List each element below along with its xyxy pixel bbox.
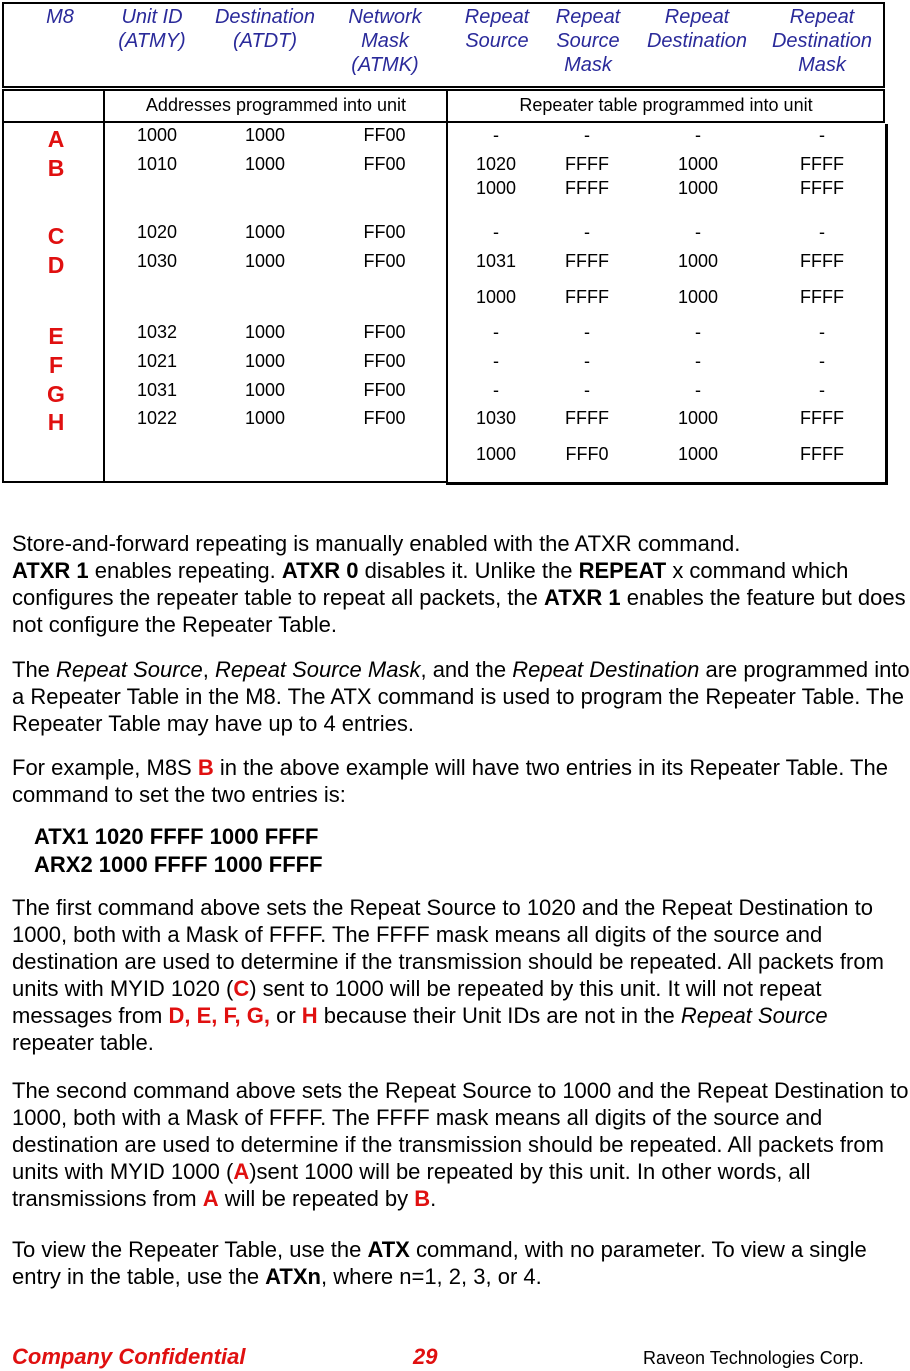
- table-cell: 1021: [136, 351, 178, 371]
- table-cell: FF00: [363, 125, 406, 145]
- row-label: H: [47, 409, 65, 435]
- paragraph-first-command: The first command above sets the Repeat Source to 1020 and the Repeat Destination to 1000, both with a Mask of FFFF. The FFFF mask means all digits of the source and destination are used to determine if the transmission should be repeated. All packets from units with MYID 1020 (C) sent to 1000 will be repeated by this unit. It will not repeat messages from D, E, F, G, or H because their Unit IDs are not in the Repeat Source repeater table.: [12, 895, 884, 1055]
- divider-repeater-section: [446, 89, 448, 485]
- table-cell: FF00: [363, 251, 406, 271]
- table-cell: FF00: [363, 322, 406, 342]
- table-cell: -: [819, 125, 825, 145]
- table-cell: 1030: [136, 251, 178, 271]
- subheader-unit: Addresses programmed into unit: [145, 95, 407, 115]
- table-cell: FFFF: [565, 408, 609, 428]
- row-label: F: [48, 352, 64, 378]
- table-bottom-mid-border: [103, 481, 448, 483]
- table-cell: 1022: [136, 408, 178, 428]
- header-repeat-destination-mask: Repeat Destination Mask: [771, 6, 873, 76]
- table-cell: FFFF: [800, 287, 844, 307]
- table-cell: -: [819, 351, 825, 371]
- table-cell: -: [493, 351, 499, 371]
- table-cell: FFFF: [565, 154, 609, 174]
- table-cell: -: [819, 222, 825, 242]
- paragraph-repeater-table: The Repeat Source, Repeat Source Mask, and the Repeat Destination are programmed into a Repeater Table in the M8. The ATX command is used to program the Repeater Table. The Repeater Table may have up to 4 entries.: [12, 657, 910, 736]
- table-cell: -: [695, 322, 701, 342]
- table-bottom-left-border: [2, 481, 105, 483]
- table-cell: 1000: [136, 125, 178, 145]
- table-cell: 1000: [475, 287, 517, 307]
- header-repeat-source: Repeat Source: [464, 6, 530, 52]
- table-cell: 1000: [677, 251, 719, 271]
- table-cell: 1000: [244, 351, 286, 371]
- row-label: D: [47, 252, 65, 278]
- header-m8: M8: [46, 6, 74, 28]
- table-cell: FFFF: [800, 178, 844, 198]
- table-cell: -: [493, 125, 499, 145]
- table-cell: 1000: [677, 154, 719, 174]
- table-cell: FF00: [363, 154, 406, 174]
- row-label: A: [47, 126, 65, 152]
- table-cell: 1000: [677, 178, 719, 198]
- table-cell: 1010: [136, 154, 178, 174]
- footer-page-number: 29: [413, 1344, 438, 1369]
- table-cell: -: [584, 322, 590, 342]
- table-cell: FFF0: [565, 444, 609, 464]
- table-cell: 1000: [475, 178, 517, 198]
- table-cell: -: [695, 222, 701, 242]
- table-left-border: [2, 121, 4, 483]
- table-cell: 1031: [136, 380, 178, 400]
- table-cell: 1032: [136, 322, 178, 342]
- table-cell: FF00: [363, 408, 406, 428]
- table-cell: FFFF: [565, 251, 609, 271]
- table-cell: 1000: [244, 322, 286, 342]
- command-line-1: ATX1 1020 FFFF 1000 FFFF: [34, 824, 319, 849]
- table-cell: 1030: [475, 408, 517, 428]
- header-network-mask: Network Mask (ATMK): [348, 6, 422, 76]
- row-label: E: [48, 323, 64, 349]
- table-cell: -: [493, 380, 499, 400]
- subheader-repeater: Repeater table programmed into unit: [519, 95, 813, 115]
- table-cell: -: [695, 380, 701, 400]
- divider-label-column: [103, 89, 105, 483]
- table-cell: -: [584, 380, 590, 400]
- table-right-border: [885, 124, 888, 485]
- table-cell: 1020: [136, 222, 178, 242]
- table-cell: -: [493, 222, 499, 242]
- paragraph-view-table: To view the Repeater Table, use the ATX command, with no parameter. To view a single entry in the table, use the ATXn, where n=1, 2, 3, or 4.: [12, 1237, 867, 1289]
- table-cell: FFFF: [565, 178, 609, 198]
- table-cell: FFFF: [800, 444, 844, 464]
- table-cell: -: [493, 322, 499, 342]
- table-cell: 1031: [475, 251, 517, 271]
- table-cell: -: [819, 380, 825, 400]
- header-destination: Destination (ATDT): [214, 6, 316, 52]
- table-cell: FFFF: [800, 154, 844, 174]
- table-bottom-right-border: [447, 482, 888, 485]
- table-cell: -: [584, 222, 590, 242]
- table-cell: 1000: [244, 380, 286, 400]
- paragraph-atxr: Store-and-forward repeating is manually enabled with the ATXR command. ATXR 1 enables repeating. ATXR 0 disables it. Unlike the REPEAT x command which configures the repeater table to repeat all packets, the ATXR 1 enables the feature but does not configure the Repeater Table.: [12, 531, 906, 637]
- paragraph-example: For example, M8S B in the above example will have two entries in its Repeater Table. The command to set the two entries is:: [12, 755, 888, 807]
- row-label: B: [47, 155, 65, 181]
- table-cell: 1000: [475, 444, 517, 464]
- header-repeat-destination: Repeat Destination: [646, 6, 748, 52]
- table-cell: FFFF: [800, 251, 844, 271]
- command-line-2: ARX2 1000 FFFF 1000 FFFF: [34, 852, 323, 877]
- table-cell: -: [695, 351, 701, 371]
- table-cell: FFFF: [565, 287, 609, 307]
- table-cell: 1000: [244, 408, 286, 428]
- table-cell: 1000: [677, 444, 719, 464]
- table-cell: -: [819, 322, 825, 342]
- table-cell: -: [584, 351, 590, 371]
- paragraph-second-command: The second command above sets the Repeat Source to 1000 and the Repeat Destination to 1000, both with a Mask of FFFF. The FFFF mask means all digits of the source and destination are used to determine if the transmission should be repeated. All packets from units with MYID 1000 (A)sent 1000 will be repeated by this unit. In other words, all transmissions from A will be repeated by B.: [12, 1078, 909, 1211]
- table-cell: FF00: [363, 222, 406, 242]
- table-cell: FFFF: [800, 408, 844, 428]
- row-label: G: [47, 381, 65, 407]
- header-unit-id: Unit ID (ATMY): [118, 6, 186, 52]
- table-cell: -: [584, 125, 590, 145]
- table-cell: 1000: [244, 222, 286, 242]
- table-cell: 1000: [244, 251, 286, 271]
- table-cell: FF00: [363, 380, 406, 400]
- table-cell: 1000: [677, 287, 719, 307]
- footer-confidential: Company Confidential: [12, 1344, 246, 1369]
- table-cell: 1000: [677, 408, 719, 428]
- row-label: C: [47, 223, 65, 249]
- footer-company: Raveon Technologies Corp.: [643, 1348, 864, 1368]
- header-repeat-source-mask: Repeat Source Mask: [555, 6, 621, 76]
- table-cell: 1020: [475, 154, 517, 174]
- table-cell: 1000: [244, 125, 286, 145]
- repeater-table: [0, 0, 910, 485]
- table-cell: -: [695, 125, 701, 145]
- table-cell: 1000: [244, 154, 286, 174]
- table-cell: FF00: [363, 351, 406, 371]
